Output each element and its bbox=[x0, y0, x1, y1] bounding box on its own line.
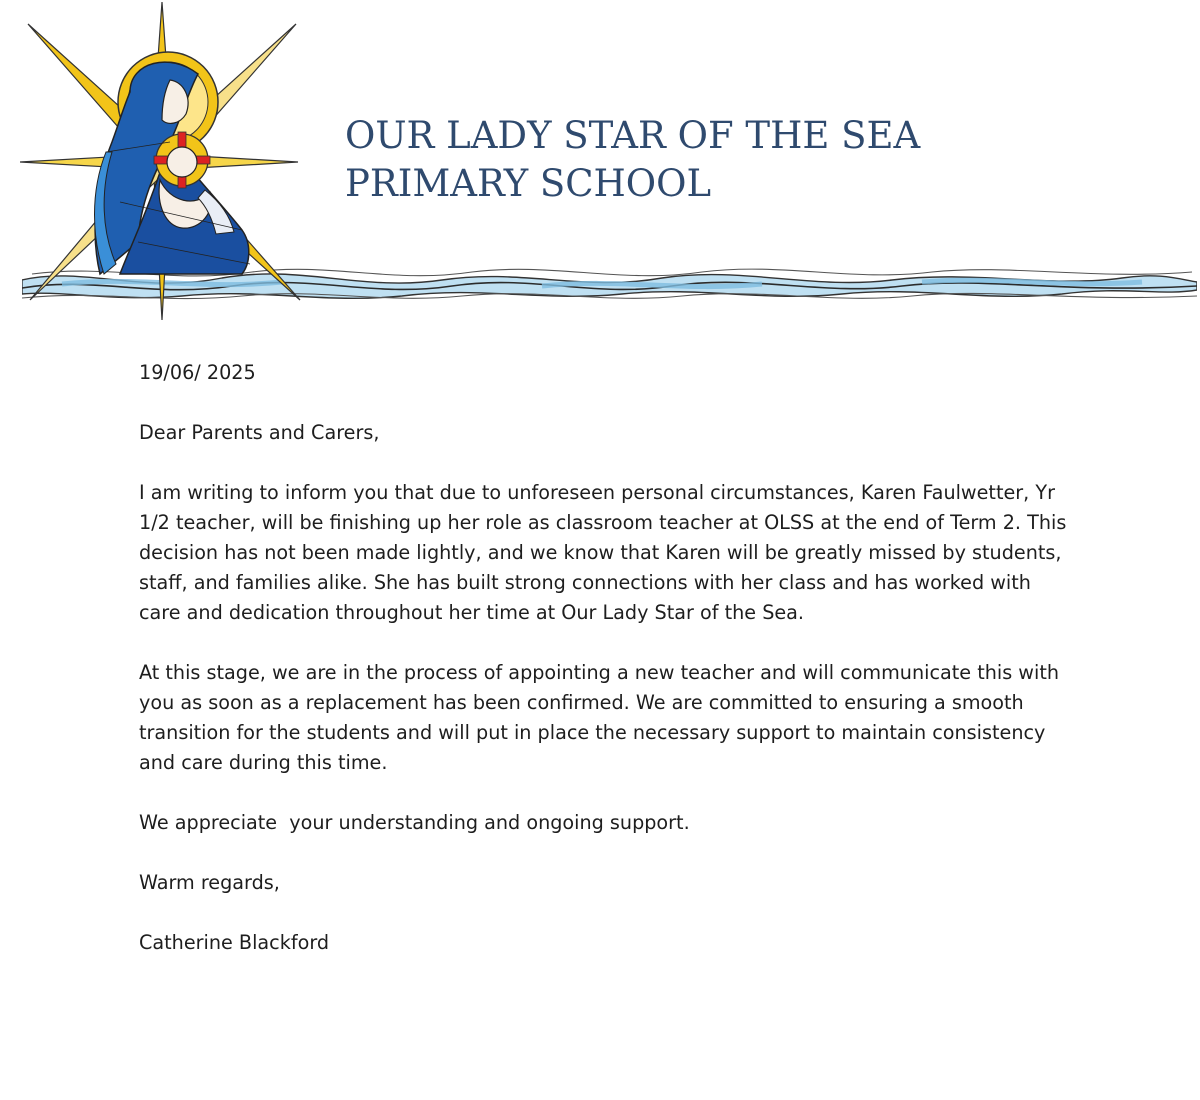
letterhead bbox=[0, 0, 1200, 320]
letter-salutation: Dear Parents and Carers, bbox=[139, 421, 380, 444]
letter-date: 19/06/ 2025 bbox=[139, 361, 256, 384]
school-name bbox=[345, 112, 920, 208]
madonna-star-crest-icon bbox=[20, 2, 305, 320]
letter-paragraph-3: We appreciate your understanding and ongoing support. bbox=[139, 811, 690, 834]
letter-body bbox=[139, 358, 1073, 988]
letter-paragraph-2: At this stage, we are in the process of appointing a new teacher and will communicate this with you as soon as a replacement has been confirmed. We are committed to ensuring a smooth transition for the students and will put in place the necessary support to maintain consistency and care during this time. bbox=[139, 661, 1066, 774]
school-name-line-1: OUR LADY STAR OF THE SEA bbox=[345, 114, 921, 157]
letter-paragraph-1: I am writing to inform you that due to unforeseen personal circumstances, Karen Faulwetter, Yr 1/2 teacher, will be finishing up her role as classroom teacher at OLSS at the end of Term 2. This decision has not been made lightly, and we know that Karen will be greatly missed by students, staff, and families alike. She has built strong connections with her class and has worked with care and dedication throughout her time at Our Lady Star of the Sea. bbox=[139, 481, 1073, 624]
school-name-line-2: PRIMARY SCHOOL bbox=[345, 162, 712, 205]
letter-signature: Catherine Blackford bbox=[139, 931, 330, 954]
letter-closing: Warm regards, bbox=[139, 871, 280, 894]
